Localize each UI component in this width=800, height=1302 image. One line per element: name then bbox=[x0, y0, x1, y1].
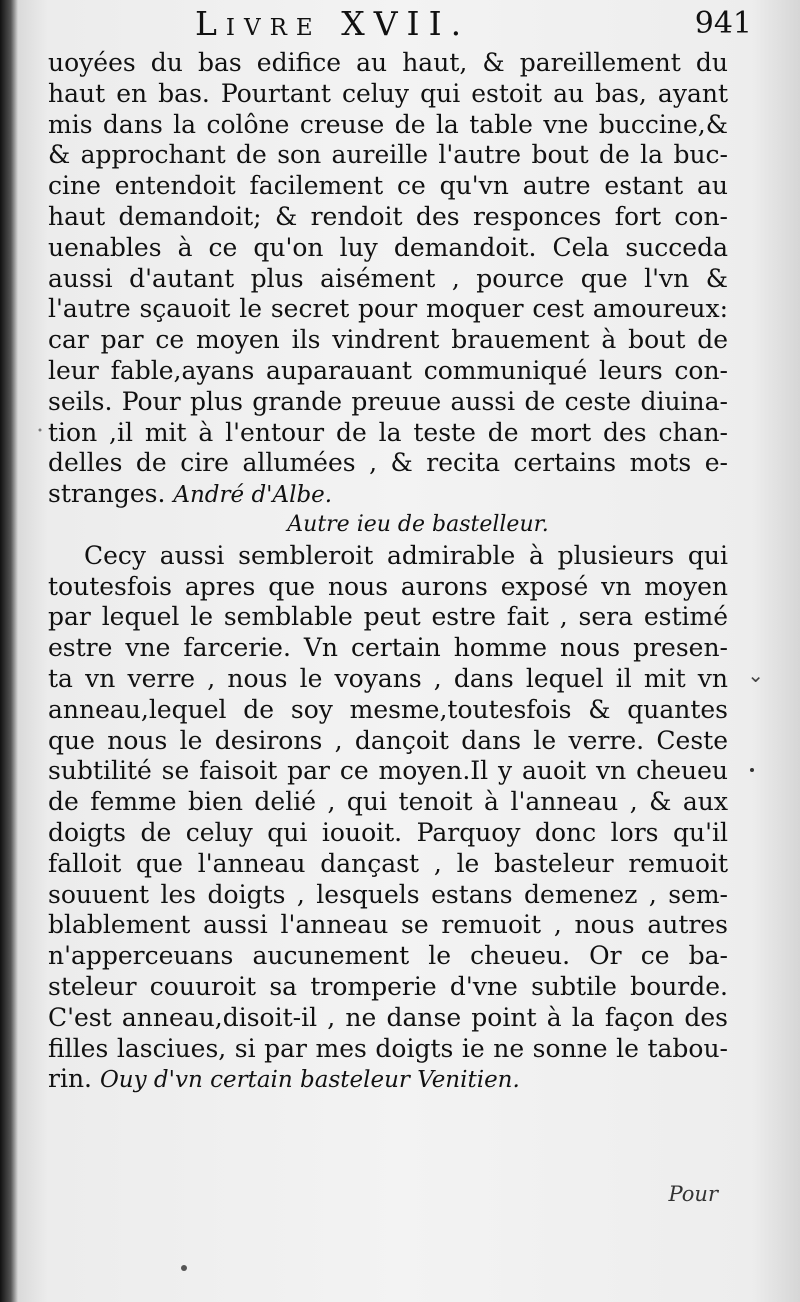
text-line: uenables à ce qu'on luy demandoit. Cela succeda bbox=[48, 232, 728, 262]
text-line: delles de cire allumées , & recita certains mots e- bbox=[48, 448, 728, 478]
text-line: Cecy aussi sembleroit admirable à plusieurs qui bbox=[84, 540, 728, 570]
text-line: seils. Pour plus grande preuue aussi de ceste diuina- bbox=[48, 386, 728, 416]
text-line: & approchant de son aureille l'autre bout de la buc- bbox=[48, 140, 728, 170]
book-title: Livre XVII. bbox=[195, 4, 471, 43]
catchword: Pour bbox=[668, 1182, 718, 1206]
source-attribution: Ouy d'vn certain basteleur Venitien. bbox=[99, 1067, 520, 1094]
section-heading: Autre ieu de bastelleur. bbox=[287, 511, 549, 537]
text-line: anneau,lequel de soy mesme,toutesfois & quantes bbox=[48, 694, 728, 724]
text-line: n'apperceuans aucunement le cheueu. Or ce ba- bbox=[48, 941, 728, 971]
text-line: que nous le desirons , dançoit dans le verre. Ceste bbox=[48, 725, 728, 755]
text-line: l'autre sçauoit le secret pour moquer cest amoureux: bbox=[48, 294, 728, 324]
text-line: leur fable,ayans auparauant communiqué leurs con- bbox=[48, 355, 728, 385]
text-line: steleur couuroit sa tromperie d'vne subtile bourde. bbox=[48, 971, 728, 1001]
text-line: blablement aussi l'anneau se remuoit , nous autres bbox=[48, 910, 728, 940]
text-line: toutesfois apres que nous aurons exposé vn moyen bbox=[48, 571, 728, 601]
text-line: mis dans la colône creuse de la table vne buccine,& bbox=[48, 109, 728, 139]
text-line: haut demandoit; & rendoit des responces fort con- bbox=[48, 201, 728, 231]
page-number: 941 bbox=[694, 6, 752, 41]
line-lead: stranges. bbox=[48, 479, 166, 509]
text-line: estre vne farcerie. Vn certain homme nous presen- bbox=[48, 633, 728, 663]
text-line: souuent les doigts , lesquels estans demenez , sem- bbox=[48, 879, 728, 909]
text-line: doigts de celuy qui iouoit. Parquoy donc lors qu'il bbox=[48, 817, 728, 847]
text-line: falloit que l'anneau dançast , le basteleur remuoit bbox=[48, 848, 728, 878]
text-line: C'est anneau,disoit-il , ne danse point à la façon des bbox=[48, 1002, 728, 1032]
text-line: aussi d'autant plus aisément , pource que l'vn & bbox=[48, 263, 728, 293]
text-line: tion ,il mit à l'entour de la teste de mort des chan- bbox=[48, 417, 728, 447]
text-line: haut en bas. Pourtant celuy qui estoit au bas, ayant bbox=[48, 78, 728, 108]
line-lead: rin. bbox=[48, 1064, 92, 1094]
author-signature: André d'Albe. bbox=[173, 482, 333, 509]
text-line: cine entendoit facilement ce qu'vn autre estant au bbox=[48, 171, 728, 201]
text-line: filles lasciues, si par mes doigts ie ne sonne le tabou- bbox=[48, 1033, 728, 1063]
text-line: ta vn verre , nous le voyans , dans lequel il mit vn bbox=[48, 663, 728, 693]
text-line: subtilité se faisoit par ce moyen.Il y auoit vn cheueu bbox=[48, 756, 728, 786]
text-line: car par ce moyen ils vindrent brauement à bout de bbox=[48, 325, 728, 355]
margin-mark: ⌄ bbox=[747, 663, 764, 687]
text-line: uoyées du bas edifice au haut, & pareillement du bbox=[48, 48, 728, 77]
text-line: de femme bien delié , qui tenoit à l'anneau , & aux bbox=[48, 787, 728, 817]
text-line: par lequel le semblable peut estre fait , sera estimé bbox=[48, 602, 728, 632]
